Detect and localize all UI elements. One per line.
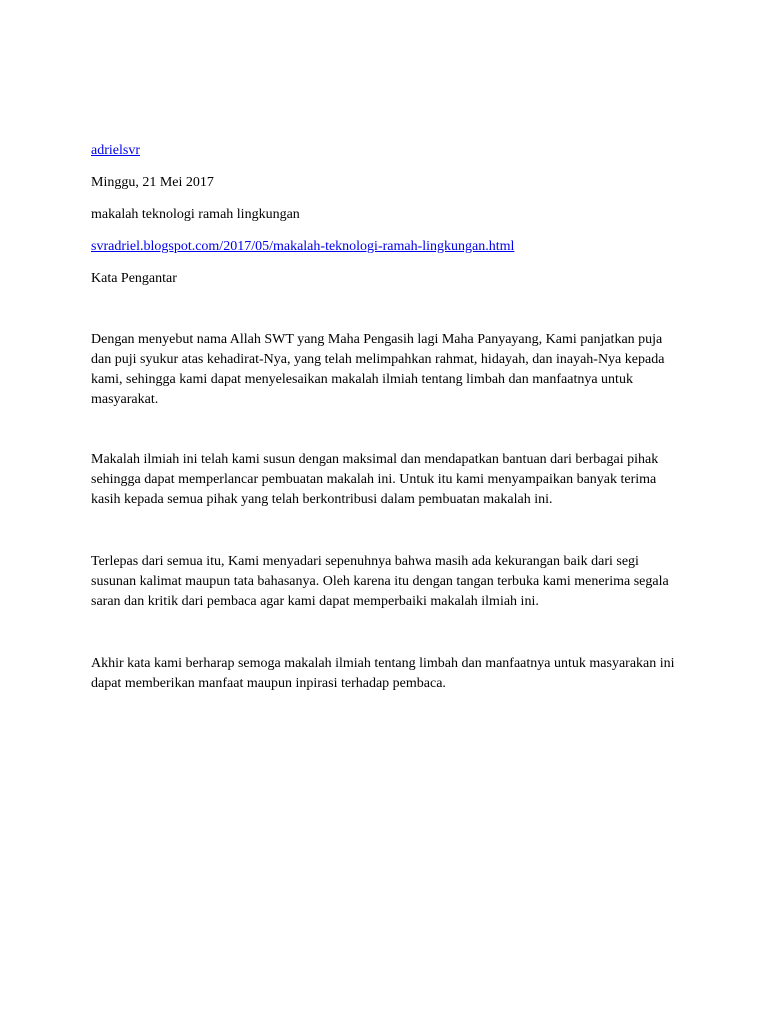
paragraph-3 <box>91 552 691 612</box>
section-title: Kata Pengantar <box>91 271 177 286</box>
paragraph-line: kasih kepada semua pihak yang telah berkontribusi dalam pembuatan makalah ini. <box>91 492 553 507</box>
post-date: Minggu, 21 Mei 2017 <box>91 175 214 190</box>
paragraph-line: dan puji syukur atas kehadirat-Nya, yang telah melimpahkan rahmat, hidayah, dan inayah-Nya kepada <box>91 352 665 367</box>
paragraph-line: Dengan menyebut nama Allah SWT yang Maha Pengasih lagi Maha Panyayang, Kami panjatkan puja <box>91 332 663 347</box>
paragraph-line: susunan kalimat maupun tata bahasanya. Oleh karena itu dengan tangan terbuka kami menerima segala <box>91 574 669 589</box>
post-url-link[interactable]: svradriel.blogspot.com/2017/05/makalah-teknologi-ramah-lingkungan.html <box>91 239 515 254</box>
author-link[interactable]: adrielsvr <box>91 143 140 158</box>
paragraph-2 <box>91 450 691 510</box>
paragraph-line: Terlepas dari semua itu, Kami menyadari sepenuhnya bahwa masih ada kekurangan baik dari segi <box>91 554 639 569</box>
paragraph-line: saran dan kritik dari pembaca agar kami dapat memperbaiki makalah ilmiah ini. <box>91 594 539 609</box>
paragraph-line: dapat memberikan manfaat maupun inpirasi terhadap pembaca. <box>91 676 446 691</box>
post-title: makalah teknologi ramah lingkungan <box>91 207 300 222</box>
paragraph-4 <box>91 654 691 694</box>
paragraph-line: Akhir kata kami berharap semoga makalah ilmiah tentang limbah dan manfaatnya untuk masyarakan ini <box>91 656 675 671</box>
paragraph-1 <box>91 330 691 410</box>
paragraph-line: sehingga dapat memperlancar pembuatan makalah ini. Untuk itu kami menyampaikan banyak terima <box>91 472 657 487</box>
paragraph-line: Makalah ilmiah ini telah kami susun dengan maksimal dan mendapatkan bantuan dari berbagai pihak <box>91 452 659 467</box>
paragraph-line: kami, sehingga kami dapat menyelesaikan makalah ilmiah tentang limbah dan manfaatnya untuk <box>91 372 633 387</box>
paragraph-line: masyarakat. <box>91 392 159 407</box>
